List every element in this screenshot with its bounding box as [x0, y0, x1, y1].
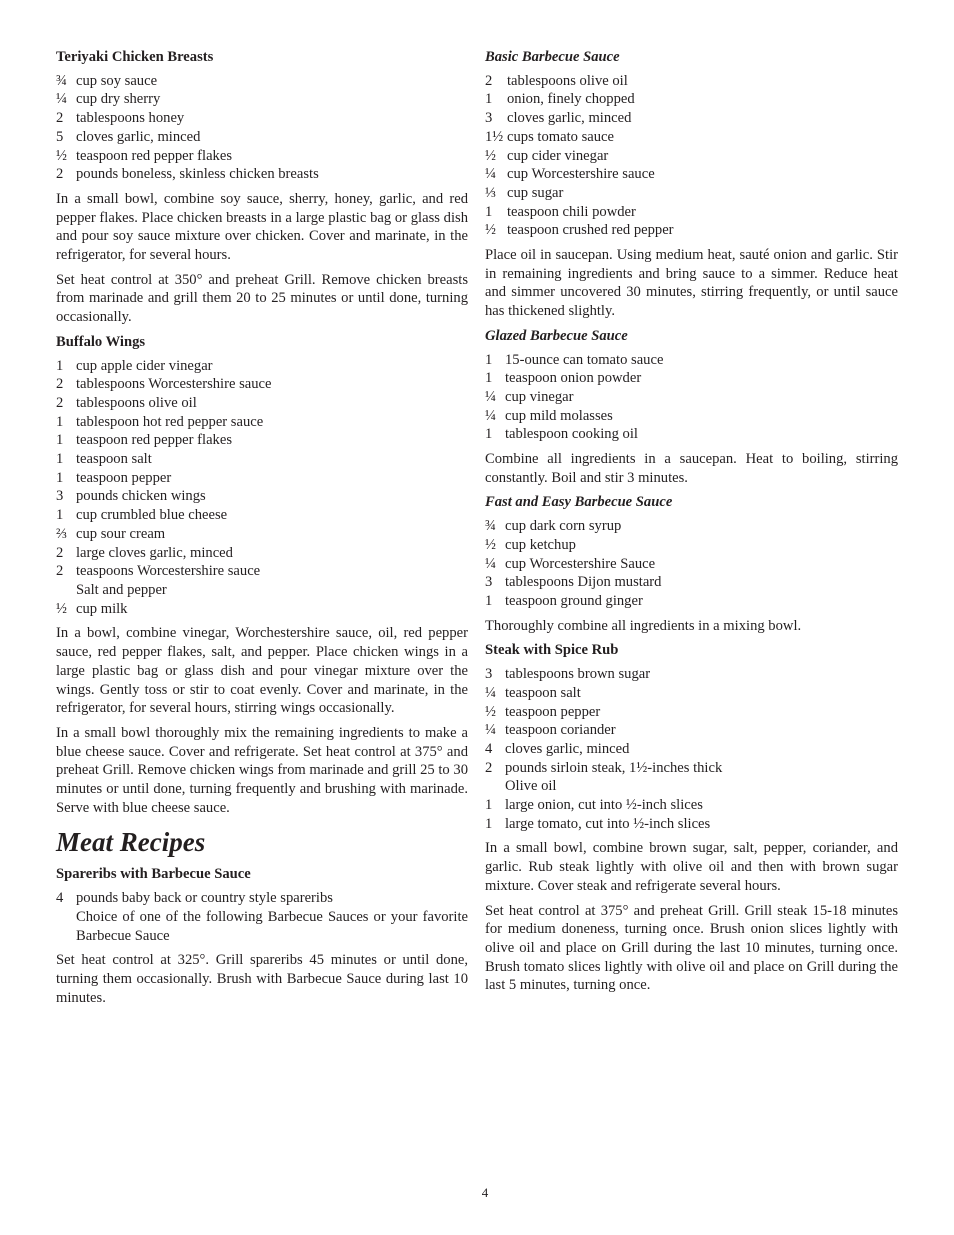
recipe-title: Fast and Easy Barbecue Sauce: [485, 494, 673, 511]
ingredient-text: tablespoons olive oil: [76, 394, 197, 411]
ingredient-item: [485, 203, 898, 222]
ingredient-text: tablespoons Dijon mustard: [505, 574, 662, 591]
ingredient-qty: 2: [56, 394, 64, 411]
ingredient-list: [485, 517, 898, 611]
ingredient-text: cup soy sauce: [76, 72, 158, 89]
ingredient-item: [485, 703, 898, 722]
ingredient-qty: 1: [56, 507, 64, 524]
ingredient-qty: 1½: [485, 128, 504, 145]
ingredient-text: teaspoon coriander: [505, 722, 616, 739]
ingredient-text: 15-ounce can tomato sauce: [505, 351, 664, 368]
ingredient-text: cup cider vinegar: [507, 147, 609, 164]
recipe-basic-barbecue-sauce: [485, 48, 898, 321]
ingredient-text: cup dry sherry: [76, 91, 161, 108]
ingredient-item: [56, 165, 468, 184]
recipe-title: Steak with Spice Rub: [485, 642, 619, 659]
ingredient-item: [56, 147, 468, 166]
ingredient-text: large cloves garlic, minced: [76, 544, 233, 561]
ingredient-text: large tomato, cut into ½-inch slices: [505, 815, 711, 832]
ingredient-item: [56, 600, 468, 619]
ingredient-qty: ¼: [485, 555, 496, 572]
ingredient-item: [485, 128, 898, 147]
ingredient-text: cup milk: [76, 600, 128, 617]
ingredient-qty: 5: [56, 128, 64, 145]
instruction-paragraph: Combine all ingredients in a saucepan. Heat to boiling, stirring constantly. Boil and stir 3 minutes.: [485, 451, 898, 486]
ingredient-text: tablespoons olive oil: [507, 72, 628, 89]
ingredient-qty: 2: [485, 72, 493, 89]
ingredient-list: [485, 665, 898, 833]
ingredient-text: pounds chicken wings: [76, 488, 206, 505]
ingredient-text: teaspoon red pepper flakes: [76, 432, 233, 449]
ingredient-qty: 1: [485, 370, 493, 387]
recipe-title: Spareribs with Barbecue Sauce: [56, 866, 251, 883]
ingredient-text: large onion, cut into ½-inch slices: [505, 797, 703, 814]
ingredient-text: teaspoons Worcestershire sauce: [76, 563, 261, 580]
ingredient-text: cloves garlic, minced: [76, 128, 201, 145]
ingredient-qty: [56, 908, 76, 945]
ingredient-qty: ½: [485, 536, 496, 553]
recipe-steak-spice-rub: [485, 641, 898, 995]
ingredient-item: [485, 665, 898, 684]
ingredient-item: [56, 506, 468, 525]
ingredient-qty: ½: [56, 147, 67, 164]
right-column: [485, 48, 898, 1001]
ingredient-qty: 4: [56, 890, 64, 907]
ingredient-item: [485, 109, 898, 128]
ingredient-item: [485, 536, 898, 555]
ingredient-item: [485, 388, 898, 407]
ingredient-text: cup Worcestershire sauce: [507, 166, 655, 183]
ingredient-item: [56, 525, 468, 544]
ingredient-list: [485, 72, 898, 240]
ingredient-list: [56, 889, 468, 945]
ingredient-item: [56, 413, 468, 432]
ingredient-text: cup Worcestershire Sauce: [505, 555, 656, 572]
ingredient-item: [485, 777, 898, 796]
ingredient-qty: 1: [485, 815, 493, 832]
ingredient-text: teaspoon chili powder: [507, 203, 636, 220]
ingredient-item: [485, 796, 898, 815]
ingredient-text: teaspoon ground ginger: [505, 592, 643, 609]
ingredient-qty: 4: [485, 740, 493, 757]
ingredient-text: tablespoons Worcestershire sauce: [76, 376, 272, 393]
ingredient-item: [56, 581, 468, 600]
ingredient-item: [485, 425, 898, 444]
recipe-teriyaki-chicken: [56, 48, 468, 327]
ingredient-text: onion, finely chopped: [507, 91, 635, 108]
instruction-paragraph: Thoroughly combine all ingredients in a mixing bowl.: [485, 617, 802, 634]
recipe-title: Buffalo Wings: [56, 333, 146, 350]
ingredient-qty: ¼: [485, 388, 496, 405]
ingredient-item: [56, 450, 468, 469]
instruction-paragraph: In a small bowl, combine brown sugar, salt, pepper, coriander, and garlic. Rub steak lightly with olive oil and then with brown sugar mixture. Cover steak and refrigerate several hours.: [485, 840, 898, 894]
recipe-fast-easy-barbecue-sauce: [485, 493, 898, 635]
ingredient-text: cups tomato sauce: [507, 128, 614, 145]
ingredient-item: [485, 221, 898, 240]
instruction-paragraph: In a bowl, combine vinegar, Worchestershire sauce, oil, red pepper sauce, red pepper flakes, salt, and pepper. Place chicken wings in a large plastic bag or glass dish and pour vinegar mixture over the wings. Gently toss or stir to coat evenly. Cover and marinate, in the refrigerator, for several hours, stirring wings occasionally.: [56, 625, 468, 717]
ingredient-qty: ½: [485, 703, 496, 720]
ingredient-text: cup ketchup: [505, 536, 576, 553]
ingredient-item: [56, 908, 468, 945]
ingredient-qty: 1: [485, 797, 493, 814]
ingredient-list: [56, 357, 468, 619]
ingredient-item: [56, 889, 468, 908]
ingredient-qty: 3: [485, 574, 493, 591]
ingredient-item: [485, 573, 898, 592]
ingredient-item: [485, 721, 898, 740]
ingredient-text: cloves garlic, minced: [505, 740, 630, 757]
ingredient-text: teaspoon pepper: [505, 703, 601, 720]
ingredient-qty: 3: [56, 488, 64, 505]
ingredient-text: cup apple cider vinegar: [76, 357, 213, 374]
ingredient-text: cloves garlic, minced: [507, 110, 632, 127]
ingredient-qty: 1: [485, 351, 493, 368]
ingredient-item: [485, 407, 898, 426]
ingredient-text: pounds boneless, skinless chicken breasts: [76, 166, 319, 183]
ingredient-item: [56, 357, 468, 376]
ingredient-qty: 1: [56, 413, 64, 430]
ingredient-qty: 1: [56, 469, 64, 486]
ingredient-item: [56, 128, 468, 147]
ingredient-qty: 2: [485, 759, 493, 776]
ingredient-qty: ¼: [485, 684, 496, 701]
ingredient-text: cup crumbled blue cheese: [76, 507, 228, 524]
ingredient-item: [485, 147, 898, 166]
ingredient-list: [485, 351, 898, 445]
ingredient-qty: ¾: [485, 518, 496, 535]
ingredient-text: tablespoon hot red pepper sauce: [76, 413, 264, 430]
instruction-paragraph: Set heat control at 325°. Grill spareribs 45 minutes or until done, turning them occasionally. Brush with Barbecue Sauce during last 10 minutes.: [56, 952, 468, 1006]
ingredient-list: [56, 72, 468, 184]
ingredient-qty: 2: [56, 166, 64, 183]
ingredient-item: [485, 369, 898, 388]
ingredient-item: [485, 72, 898, 91]
ingredient-text: tablespoon cooking oil: [505, 426, 638, 443]
ingredient-qty: ¼: [56, 91, 67, 108]
recipe-spareribs: [56, 865, 468, 1007]
ingredient-text: pounds sirloin steak, 1½-inches thick: [505, 759, 723, 776]
ingredient-text: teaspoon pepper: [76, 469, 172, 486]
ingredient-qty: 2: [56, 563, 64, 580]
ingredient-qty: 2: [56, 544, 64, 561]
ingredient-text: teaspoon red pepper flakes: [76, 147, 233, 164]
instruction-paragraph: Set heat control at 375° and preheat Grill. Grill steak 15-18 minutes for medium doneness, turning once. Brush onion slices lightly with olive oil and place on Grill during the last 10 minutes, turning once. Brush tomato slices lightly with olive oil and place on Grill during the last 5 minutes, turning once.: [485, 902, 898, 994]
page-number: 4: [481, 1185, 489, 1200]
ingredient-qty: [56, 581, 76, 600]
ingredient-item: [485, 555, 898, 574]
ingredient-item: [56, 375, 468, 394]
ingredient-qty: ¾: [56, 72, 67, 89]
ingredient-text: tablespoons honey: [76, 110, 185, 127]
ingredient-qty: ½: [56, 600, 67, 617]
instruction-paragraph: Set heat control at 350° and preheat Grill. Remove chicken breasts from marinade and grill them 20 to 25 minutes or until done, turning occasionally.: [56, 271, 468, 326]
ingredient-item: [56, 487, 468, 506]
ingredient-text: cup dark corn syrup: [505, 518, 622, 535]
ingredient-item: [485, 592, 898, 611]
ingredient-item: [485, 759, 898, 778]
ingredient-item: [56, 109, 468, 128]
ingredient-item: [485, 517, 898, 536]
ingredient-qty: 1: [485, 203, 493, 220]
ingredient-item: [56, 431, 468, 450]
ingredient-text: cup vinegar: [505, 388, 574, 405]
ingredient-qty: ⅔: [56, 525, 67, 542]
ingredient-qty: 1: [56, 357, 64, 374]
ingredient-text: tablespoons brown sugar: [505, 666, 651, 683]
ingredient-item: [56, 72, 468, 91]
ingredient-item: [56, 469, 468, 488]
ingredient-qty: 1: [56, 451, 64, 468]
ingredient-text: teaspoon salt: [505, 684, 581, 701]
recipe-buffalo-wings: [56, 333, 468, 818]
ingredient-text: cup sugar: [507, 184, 564, 201]
ingredient-qty: ¼: [485, 166, 496, 183]
ingredient-qty: 1: [485, 426, 493, 443]
ingredient-text: Choice of one of the following Barbecue Sauces or your favorite Barbecue Sauce: [76, 908, 468, 944]
ingredient-item: [56, 394, 468, 413]
ingredient-qty: ¼: [485, 407, 496, 424]
ingredient-text: teaspoon salt: [76, 451, 152, 468]
ingredient-item: [485, 684, 898, 703]
recipe-title: Teriyaki Chicken Breasts: [56, 49, 214, 65]
ingredient-item: [485, 165, 898, 184]
ingredient-item: [485, 184, 898, 203]
ingredient-qty: [485, 777, 505, 796]
ingredient-text: pounds baby back or country style spareribs: [76, 890, 333, 907]
instruction-paragraph: In a small bowl, combine soy sauce, sherry, honey, garlic, and red pepper flakes. Place chicken breasts in a large plastic bag or glass dish and pour soy sauce mixture over chicken. Cover and marinate, in the refrigerator, for several hours.: [56, 190, 468, 264]
ingredient-qty: 2: [56, 110, 64, 127]
ingredient-item: [56, 544, 468, 563]
ingredient-qty: 1: [56, 432, 64, 449]
ingredient-qty: 2: [56, 376, 64, 393]
left-column: [56, 48, 468, 1013]
ingredient-text: cup sour cream: [76, 525, 166, 542]
ingredient-qty: 1: [485, 91, 493, 108]
ingredient-qty: 3: [485, 110, 493, 127]
section-heading: Meat Recipes: [56, 827, 206, 858]
instruction-paragraph: Place oil in saucepan. Using medium heat, sauté onion and garlic. Stir in remaining ingredients and bring sauce to a simmer. Reduce heat and simmer uncovered 30 minutes, stirring frequently, or until sauce has thickened slightly.: [485, 247, 898, 320]
ingredient-text: Salt and pepper: [76, 581, 167, 598]
ingredient-item: [56, 562, 468, 581]
ingredient-qty: ½: [485, 222, 496, 239]
recipe-title: Basic Barbecue Sauce: [485, 49, 620, 65]
ingredient-item: [485, 351, 898, 370]
ingredient-item: [485, 740, 898, 759]
recipe-glazed-barbecue-sauce: [485, 327, 898, 488]
ingredient-qty: 3: [485, 666, 493, 683]
ingredient-text: teaspoon onion powder: [505, 370, 642, 387]
instruction-paragraph: In a small bowl thoroughly mix the remaining ingredients to make a blue cheese sauce. Cover and refrigerate. Set heat control at 375° and preheat Grill. Remove chicken wings from marinade and grill 25 to 30 minutes or until done, turning frequently and brushing with marinade. Serve with blue cheese sauce.: [56, 724, 468, 816]
ingredient-qty: 1: [485, 592, 493, 609]
ingredient-text: Olive oil: [505, 778, 557, 795]
recipe-title: Glazed Barbecue Sauce: [485, 327, 628, 344]
ingredient-qty: ¼: [485, 722, 496, 739]
ingredient-qty: ⅓: [485, 184, 496, 201]
ingredient-item: [56, 90, 468, 109]
ingredient-text: cup mild molasses: [505, 407, 613, 424]
ingredient-qty: ½: [485, 147, 496, 164]
ingredient-item: [485, 90, 898, 109]
ingredient-text: teaspoon crushed red pepper: [507, 222, 674, 239]
ingredient-item: [485, 815, 898, 834]
